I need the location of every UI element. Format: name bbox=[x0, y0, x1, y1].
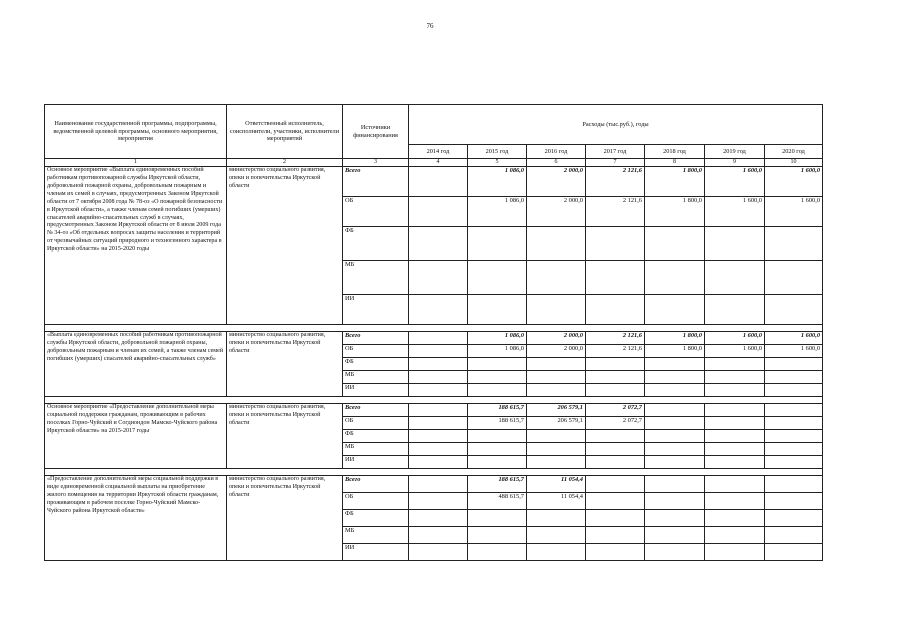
responsible-executor: министерство социального развития, опеки и попечительства Иркутской области bbox=[227, 476, 343, 561]
group-spacer bbox=[45, 397, 823, 404]
expense-value bbox=[705, 443, 765, 456]
expense-value bbox=[645, 358, 705, 371]
expense-value bbox=[468, 261, 527, 295]
expense-value bbox=[586, 544, 645, 561]
expense-value bbox=[765, 417, 823, 430]
expense-value bbox=[409, 430, 468, 443]
funding-source: ОБ bbox=[343, 345, 409, 358]
expense-value: 1 086,0 bbox=[468, 332, 527, 345]
expense-value bbox=[468, 456, 527, 469]
expense-value bbox=[527, 510, 586, 527]
expense-value bbox=[409, 345, 468, 358]
expense-value bbox=[586, 384, 645, 397]
expense-value bbox=[527, 443, 586, 456]
expense-value: 1 800,0 bbox=[645, 345, 705, 358]
expense-value bbox=[527, 358, 586, 371]
expense-value bbox=[409, 493, 468, 510]
header-expenses: Расходы (тыс.руб.), годы bbox=[409, 105, 823, 145]
expense-value bbox=[645, 493, 705, 510]
funding-source: МБ bbox=[343, 527, 409, 544]
column-number: 6 bbox=[527, 159, 586, 167]
expense-value bbox=[586, 527, 645, 544]
expense-value: 2 072,7 bbox=[586, 404, 645, 417]
column-number: 8 bbox=[645, 159, 705, 167]
expense-value bbox=[409, 443, 468, 456]
expense-value bbox=[705, 544, 765, 561]
header-funding-source: Источники финансирования bbox=[343, 105, 409, 159]
expense-value bbox=[765, 476, 823, 493]
expense-value: 1 600,0 bbox=[765, 332, 823, 345]
expense-value bbox=[586, 443, 645, 456]
expense-value bbox=[765, 510, 823, 527]
table-row bbox=[45, 404, 823, 417]
expense-value bbox=[527, 527, 586, 544]
expense-value bbox=[705, 404, 765, 417]
expense-value bbox=[765, 371, 823, 384]
expense-value bbox=[765, 430, 823, 443]
expense-value bbox=[705, 430, 765, 443]
expense-value: 2 121,6 bbox=[586, 345, 645, 358]
expense-value bbox=[527, 544, 586, 561]
funding-source: ФБ bbox=[343, 358, 409, 371]
header-year: 2017 год bbox=[586, 145, 645, 159]
expense-value bbox=[409, 358, 468, 371]
header-year: 2015 год bbox=[468, 145, 527, 159]
expense-value bbox=[527, 227, 586, 261]
expense-value bbox=[705, 384, 765, 397]
expense-value bbox=[527, 261, 586, 295]
funding-source: ФБ bbox=[343, 430, 409, 443]
group-spacer bbox=[45, 469, 823, 476]
funding-source: МБ bbox=[343, 443, 409, 456]
column-number: 7 bbox=[586, 159, 645, 167]
expense-value: 2 000,0 bbox=[527, 167, 586, 197]
header-year: 2020 год bbox=[765, 145, 823, 159]
table-row bbox=[45, 332, 823, 345]
expense-value bbox=[409, 227, 468, 261]
column-number: 3 bbox=[343, 159, 409, 167]
expense-value: 188 615,7 bbox=[468, 404, 527, 417]
funding-source: Всего bbox=[343, 404, 409, 417]
header-year: 2014 год bbox=[409, 145, 468, 159]
expense-value bbox=[586, 261, 645, 295]
funding-source: ИИ bbox=[343, 384, 409, 397]
expense-value bbox=[765, 295, 823, 325]
expense-value bbox=[705, 493, 765, 510]
expense-value bbox=[409, 261, 468, 295]
column-number: 5 bbox=[468, 159, 527, 167]
expense-value: 488 615,7 bbox=[468, 493, 527, 510]
expense-value bbox=[645, 261, 705, 295]
expense-value bbox=[527, 295, 586, 325]
expense-value bbox=[527, 456, 586, 469]
expense-value: 1 800,0 bbox=[645, 332, 705, 345]
table-row bbox=[45, 476, 823, 493]
expense-value bbox=[468, 371, 527, 384]
funding-source: Всего bbox=[343, 332, 409, 345]
expense-value bbox=[409, 476, 468, 493]
expense-value bbox=[527, 371, 586, 384]
expense-value: 2 000,0 bbox=[527, 197, 586, 227]
expense-value: 1 086,0 bbox=[468, 167, 527, 197]
funding-source: ОБ bbox=[343, 417, 409, 430]
expense-value: 11 054,4 bbox=[527, 493, 586, 510]
expense-value bbox=[705, 527, 765, 544]
expense-value: 1 800,0 bbox=[645, 197, 705, 227]
expense-value bbox=[586, 510, 645, 527]
column-number: 2 bbox=[227, 159, 343, 167]
expense-value bbox=[765, 358, 823, 371]
expense-value: 2 072,7 bbox=[586, 417, 645, 430]
measure-description: Основное мероприятие «Выплата единовременных пособий работникам противопожарной службы Иркутской области, добровольной пожарной охраны, добровольным пожарным и членам их семей в случаях, предусмотренных Законом Иркутской области от 7 октября 2008 года № 78-оз «О пожарной безопасности в Иркутской области», а также членам семей погибших (умерших) спасателей аварийно-спасательных служб в случаях, предусмотренных Законом Иркутской области от 8 июля 2009 года № 34-оз «Об отдельных вопросах защиты населения и территорий от чрезвычайных ситуаций природного и техногенного характера в Иркутской области» на 2015-2020 годы bbox=[45, 167, 227, 325]
header-year: 2019 год bbox=[705, 145, 765, 159]
header-year: 2016 год bbox=[527, 145, 586, 159]
expense-value bbox=[409, 527, 468, 544]
expense-value bbox=[468, 510, 527, 527]
expense-value bbox=[765, 527, 823, 544]
expense-value: 1 600,0 bbox=[705, 197, 765, 227]
expense-value bbox=[586, 476, 645, 493]
expense-value bbox=[409, 404, 468, 417]
funding-source: ИИ bbox=[343, 544, 409, 561]
expense-value bbox=[645, 456, 705, 469]
expense-value bbox=[468, 295, 527, 325]
expense-value bbox=[409, 295, 468, 325]
expense-value: 206 579,1 bbox=[527, 417, 586, 430]
expense-value bbox=[645, 510, 705, 527]
expense-value bbox=[409, 371, 468, 384]
expense-value bbox=[645, 371, 705, 384]
expense-value bbox=[468, 384, 527, 397]
expense-value bbox=[705, 476, 765, 493]
expense-value bbox=[645, 527, 705, 544]
responsible-executor: министерство социального развития, опеки и попечительства Иркутской области bbox=[227, 332, 343, 397]
column-number: 10 bbox=[765, 159, 823, 167]
expense-value: 1 800,0 bbox=[645, 167, 705, 197]
expense-value: 1 600,0 bbox=[705, 345, 765, 358]
expense-value bbox=[586, 371, 645, 384]
funding-source: ФБ bbox=[343, 227, 409, 261]
measure-description: Основное мероприятие «Предоставление дополнительной меры социальной поддержки гражданам, проживающим в рабочих поселках Горно-Чуйский и Согдиондон Мамско-Чуйского района Иркутской области» на 2015-2017 годы bbox=[45, 404, 227, 469]
expense-value bbox=[409, 417, 468, 430]
expense-value bbox=[645, 443, 705, 456]
expense-value bbox=[468, 358, 527, 371]
expense-value bbox=[409, 332, 468, 345]
group-spacer bbox=[45, 325, 823, 332]
expense-value bbox=[645, 544, 705, 561]
expense-value bbox=[765, 456, 823, 469]
expense-value bbox=[765, 404, 823, 417]
expense-value bbox=[645, 417, 705, 430]
expense-value bbox=[409, 544, 468, 561]
header-year: 2018 год bbox=[645, 145, 705, 159]
expense-value bbox=[645, 476, 705, 493]
expense-value bbox=[468, 527, 527, 544]
expense-value: 11 054,4 bbox=[527, 476, 586, 493]
expense-value bbox=[705, 261, 765, 295]
expense-value bbox=[645, 430, 705, 443]
expense-value: 188 615,7 bbox=[468, 417, 527, 430]
expense-value: 206 579,1 bbox=[527, 404, 586, 417]
expense-value: 1 600,0 bbox=[765, 197, 823, 227]
expense-value: 2 000,0 bbox=[527, 345, 586, 358]
expense-value bbox=[468, 430, 527, 443]
header-executor: Ответственный исполнитель, соисполнители, участники, исполнители мероприятий bbox=[227, 105, 343, 159]
expense-value bbox=[586, 430, 645, 443]
funding-source: ОБ bbox=[343, 493, 409, 510]
expense-value: 1 600,0 bbox=[705, 332, 765, 345]
expense-value bbox=[409, 510, 468, 527]
expense-value bbox=[765, 384, 823, 397]
budget-table bbox=[44, 104, 823, 561]
expense-value: 1 600,0 bbox=[765, 345, 823, 358]
expense-value bbox=[765, 227, 823, 261]
expense-value: 1 600,0 bbox=[765, 167, 823, 197]
expense-value bbox=[409, 384, 468, 397]
column-number: 1 bbox=[45, 159, 227, 167]
responsible-executor: министерство социального развития, опеки и попечительства Иркутской области bbox=[227, 404, 343, 469]
expense-value bbox=[586, 295, 645, 325]
expense-value bbox=[765, 261, 823, 295]
column-number: 9 bbox=[705, 159, 765, 167]
funding-source: МБ bbox=[343, 371, 409, 384]
expense-value bbox=[409, 456, 468, 469]
expense-value bbox=[586, 493, 645, 510]
expense-value bbox=[468, 227, 527, 261]
expense-value bbox=[409, 197, 468, 227]
funding-source: Всего bbox=[343, 476, 409, 493]
expense-value bbox=[705, 227, 765, 261]
expense-value bbox=[705, 295, 765, 325]
expense-value bbox=[705, 417, 765, 430]
expense-value bbox=[409, 167, 468, 197]
expense-value: 1 086,0 bbox=[468, 345, 527, 358]
responsible-executor: министерство социального развития, опеки и попечительства Иркутской области bbox=[227, 167, 343, 325]
expense-value bbox=[705, 456, 765, 469]
expense-value bbox=[765, 443, 823, 456]
measure-description: «Выплата единовременных пособий работникам противопожарной службы Иркутской области, добровольной пожарной охраны, добровольным пожарным и членам их семей, а также членам семей погибших (умерших) спасателей аварийно-спасательных служб» bbox=[45, 332, 227, 397]
expense-value bbox=[586, 227, 645, 261]
expense-value bbox=[705, 510, 765, 527]
expense-value bbox=[468, 443, 527, 456]
expense-value: 1 086,0 bbox=[468, 197, 527, 227]
expense-value bbox=[527, 430, 586, 443]
column-number: 4 bbox=[409, 159, 468, 167]
expense-value bbox=[705, 358, 765, 371]
expense-value: 2 121,6 bbox=[586, 197, 645, 227]
page-number: 76 bbox=[426, 22, 434, 30]
expense-value bbox=[645, 227, 705, 261]
funding-source: ИИ bbox=[343, 295, 409, 325]
expense-value: 2 121,6 bbox=[586, 167, 645, 197]
expense-value bbox=[645, 404, 705, 417]
expense-value: 2 121,6 bbox=[586, 332, 645, 345]
measure-description: «Предоставление дополнительной меры социальной поддержки в виде единовременной социальной выплаты на приобретение жилого помещения на территории Иркутской области гражданам, проживающим в рабочем поселке Горно-Чуйский Мамско-Чуйского района Иркутской области» bbox=[45, 476, 227, 561]
expense-value bbox=[586, 456, 645, 469]
expense-value bbox=[468, 544, 527, 561]
expense-value: 188 615,7 bbox=[468, 476, 527, 493]
funding-source: Всего bbox=[343, 167, 409, 197]
expense-value bbox=[645, 384, 705, 397]
table-row bbox=[45, 167, 823, 197]
funding-source: ФБ bbox=[343, 510, 409, 527]
expense-value: 2 000,0 bbox=[527, 332, 586, 345]
expense-value: 1 600,0 bbox=[705, 167, 765, 197]
expense-value bbox=[705, 371, 765, 384]
header-program-name: Наименование государственной программы, подпрограммы, ведомственной целевой программы, основного мероприятия, мероприятия bbox=[45, 105, 227, 159]
expense-value bbox=[527, 384, 586, 397]
expense-value bbox=[765, 493, 823, 510]
expense-value bbox=[765, 544, 823, 561]
expense-value bbox=[645, 295, 705, 325]
funding-source: ОБ bbox=[343, 197, 409, 227]
funding-source: МБ bbox=[343, 261, 409, 295]
funding-source: ИИ bbox=[343, 456, 409, 469]
expense-value bbox=[586, 358, 645, 371]
